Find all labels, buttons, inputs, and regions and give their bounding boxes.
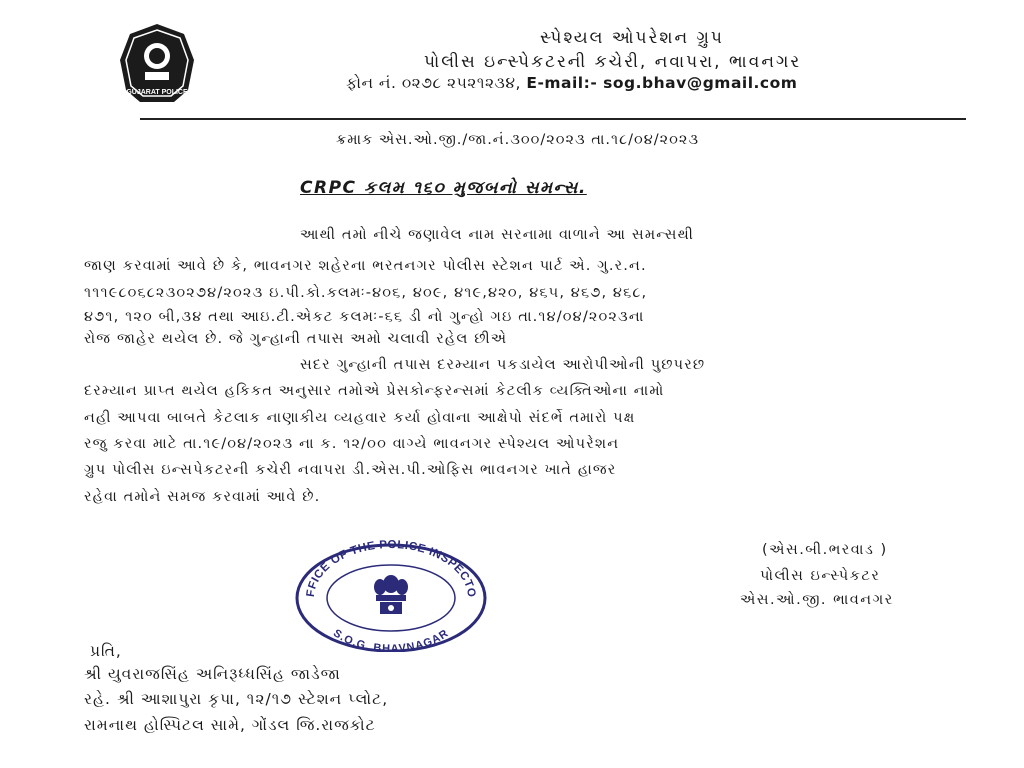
header-divider (140, 118, 966, 120)
stamp-top-text: FFICE OF THE POLICE INSPECTO (304, 540, 478, 599)
signatory-name: (એસ.બી.ભરવાડ ) (762, 542, 888, 558)
letterhead-phone: ફોન નં. ૦૨૭૮ ૨૫૨૧૨૩૪, (346, 74, 521, 92)
para2-line: રહેવા તમોને સમજ કરવામાં આવે છે. (84, 488, 321, 505)
recipient-label: પ્રતિ, (90, 642, 122, 660)
recipient-address-line2: રામનાથ હોસ્પિટલ સામે, ગોંડલ જિ.રાજકોટ (84, 716, 376, 734)
para2-line: ગ્રુપ પોલીસ ઇન્સપેકટરની કચેરી નવાપરા ડી.એસ.પી.ઓફિસ ભાવનગર ખાતે હાજર (84, 461, 617, 478)
official-stamp (292, 540, 490, 652)
para2-line: દરમ્યાન પ્રાપ્ત થયેલ હકિકત અનુસાર તમોએ પ્રેસકોન્ફરન્સમાં કેટલીક વ્યક્તિઓના નામો (84, 382, 665, 399)
document-subject: CRPC કલમ ૧૬૦ મુજબનો સમન્સ. (300, 178, 587, 198)
para1-line: ૧૧૧૯૮૦૬૮૨૩૦૨૭૪/૨૦૨૩ ઇ.પી.કો.કલમઃ-૪૦૬, ૪૦૯, ૪૧૯,૪૨૦, ૪૬૫, ૪૬૭, ૪૬૮, (84, 284, 648, 301)
gujarat-police-emblem (92, 20, 222, 108)
para2-line: નહી આપવા બાબતે કેટલાક નાણાકીય વ્યહવાર કર્યા હોવાના આક્ષેપો સંદર્ભે તમારો પક્ષ (84, 409, 636, 426)
para1-line: આથી તમો નીચે જણાવેલ નામ સરનામા વાળાને આ સમન્સથી (300, 226, 695, 243)
letterhead-contact (346, 74, 797, 93)
para2-line: રજુ કરવા માટે તા.૧૯/૦૪/૨૦૨૩ ના ક. ૧૨/૦૦ વાગ્યે ભાવનગર સ્પેશ્યલ ઓપરેશન (84, 435, 620, 452)
letterhead-unit: સ્પેશ્યલ ઓપરેશન ગ્રુપ (540, 28, 724, 48)
letterhead-office: પોલીસ ઇન્સ્પેકટરની કચેરી, નવાપરા, ભાવનગર (424, 52, 802, 72)
ashoka-emblem-icon (374, 575, 408, 614)
signatory-designation: પોલીસ ઇન્સ્પેકટર (760, 568, 881, 584)
police-badge-icon (92, 20, 222, 108)
reference-number: ક્રમાક એસ.ઓ.જી./જા.નં.૩૦૦/૨૦૨૩ તા.૧૮/૦૪/૨૦૨૩ (336, 132, 699, 148)
emblem-caption: GUJARAT POLICE (126, 89, 188, 96)
stamp-bottom-text: S.O.G. BHAVNAGAR (330, 627, 452, 652)
recipient-name: શ્રી યુવરાજસિંહ અનિરૂધ્ધસિંહ જાડેજા (84, 665, 341, 683)
para1-line: રોજ જાહેર થયેલ છે. જે ગુન્હાની તપાસ અમો ચલાવી રહેલ છીએ (84, 330, 508, 347)
para2-line: સદર ગુન્હાની તપાસ દરમ્યાન પકડાયેલ આરોપીઓની પુછપરછ (300, 356, 706, 373)
recipient-address-line1: રહે. શ્રી આશાપુરા કૃપા, ૧૨/૧૭ સ્ટેશન પ્લોટ, (84, 690, 389, 708)
para1-line: જાણ કરવામાં આવે છે કે, ભાવનગર શહેરના ભરતનગર પોલીસ સ્ટેશન પાર્ટ એ. ગુ.ર.ન. (84, 257, 647, 274)
para1-line: ૪૭૧, ૧૨૦ બી,૩૪ તથા આઇ.ટી.એકટ કલમઃ-૬૬ ડી નો ગુન્હો ગઇ તા.૧૪/૦૪/૨૦૨૩ના (84, 308, 645, 325)
letterhead-email: E-mail:- sog.bhav@gmail.com (526, 74, 798, 92)
signatory-office: એસ.ઓ.જી. ભાવનગર (740, 592, 894, 608)
